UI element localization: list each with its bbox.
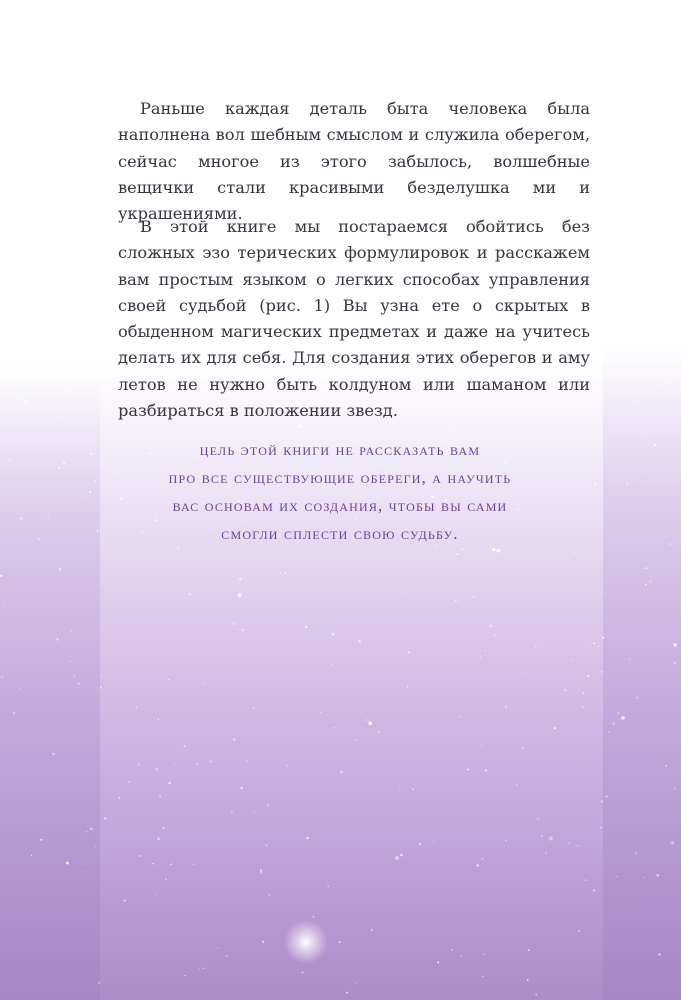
star-dot <box>60 408 62 410</box>
star-dot <box>1 676 3 678</box>
star-dot <box>332 633 334 635</box>
star-dot <box>674 643 677 646</box>
star-dot <box>287 765 289 767</box>
star-dot <box>280 573 282 575</box>
star-dot <box>158 719 159 720</box>
star-dot <box>433 840 435 842</box>
star-dot <box>642 435 643 436</box>
paragraph-2-line: В этой книге мы постараемся обойтись без сложных эзо <box>118 217 590 263</box>
star-dot <box>657 384 659 386</box>
star-dot <box>331 663 333 665</box>
star-dot <box>604 593 606 595</box>
star-dot <box>267 805 269 807</box>
star-dot <box>253 811 255 813</box>
glowing-star <box>284 920 328 964</box>
star-dot <box>56 415 58 417</box>
star-dot <box>371 929 373 931</box>
star-dot <box>4 602 6 604</box>
star-dot <box>522 747 524 749</box>
star-dot <box>156 894 157 895</box>
paragraph-2-line: о легких способах управления своей судьбой (рис. 1) Вы узна <box>118 269 591 315</box>
star-dot <box>111 380 112 381</box>
star-dot <box>407 686 409 688</box>
star-dot <box>20 517 22 519</box>
star-dot <box>356 982 357 983</box>
star-dot <box>401 593 402 594</box>
star-dot <box>58 467 60 469</box>
star-dot <box>644 877 645 878</box>
star-dot <box>155 768 157 770</box>
star-dot <box>193 864 194 865</box>
star-dot <box>585 879 586 880</box>
star-dot <box>99 583 101 585</box>
star-dot <box>606 796 608 798</box>
star-dot <box>13 712 15 714</box>
star-dot <box>555 448 556 449</box>
star-dot <box>120 497 122 499</box>
callout-quote <box>150 436 530 548</box>
star-dot <box>268 894 270 896</box>
star-dot <box>262 941 264 943</box>
star-dot <box>298 425 301 428</box>
star-dot <box>564 689 566 691</box>
star-dot <box>90 453 92 455</box>
star-dot <box>455 599 457 601</box>
star-dot <box>84 871 86 873</box>
star-dot <box>113 471 115 473</box>
star-dot <box>368 721 372 725</box>
star-dot <box>477 864 479 866</box>
star-dot <box>168 679 169 680</box>
star-dot <box>601 671 603 673</box>
star-dot <box>231 811 233 813</box>
star-dot <box>674 662 676 664</box>
star-dot <box>100 687 101 688</box>
star-dot <box>94 480 96 482</box>
star-dot <box>355 739 357 741</box>
paragraph-1-line: ми и украшениями. <box>118 177 590 224</box>
star-dot <box>52 753 54 755</box>
star-dot <box>483 954 484 955</box>
star-dot <box>567 491 569 493</box>
star-dot <box>582 692 584 694</box>
star-dot <box>527 979 529 981</box>
star-dot <box>645 583 647 585</box>
star-dot <box>163 827 165 829</box>
paragraph-2-line: летов не нужно быть колдуном или шаманом или разбираться <box>118 374 590 421</box>
star-dot <box>174 763 175 764</box>
star-dot <box>600 827 602 829</box>
star-dot <box>339 941 341 943</box>
star-dot <box>71 630 73 632</box>
star-dot <box>86 831 87 832</box>
star-dot <box>626 483 628 485</box>
star-dot <box>170 863 172 865</box>
star-dot <box>520 674 521 675</box>
star-dot <box>266 845 268 847</box>
paragraph-2-line: учитесь делать их для себя. Для создания этих оберегов и аму <box>118 322 590 368</box>
star-dot <box>217 947 219 949</box>
star-dot <box>505 706 507 708</box>
paragraph-2-line: терических формулировок и расскажем вам простым языком <box>118 243 590 289</box>
star-dot <box>645 567 647 569</box>
star-dot <box>165 878 167 880</box>
paragraph-2-line: в положении звезд. <box>229 401 398 421</box>
star-dot <box>601 800 603 802</box>
star-dot <box>238 593 242 597</box>
star-dot <box>109 438 111 440</box>
star-dot <box>578 930 580 932</box>
star-dot <box>204 682 205 683</box>
star-dot <box>621 716 624 719</box>
star-dot <box>535 994 537 996</box>
star-dot <box>124 900 126 902</box>
star-dot <box>481 744 483 746</box>
callout-line: про все существующие обереги, а научить <box>168 468 512 487</box>
star-dot <box>344 428 346 430</box>
star-dot <box>94 845 95 846</box>
star-dot <box>616 876 618 878</box>
star-dot <box>136 707 137 708</box>
star-dot <box>305 626 307 628</box>
star-dot <box>613 723 615 725</box>
star-dot <box>138 764 140 766</box>
star-dot <box>412 788 414 790</box>
star-dot <box>549 837 553 841</box>
star-dot <box>40 839 42 841</box>
paragraph-2 <box>118 214 590 424</box>
star-dot <box>233 738 235 740</box>
star-dot <box>242 629 244 631</box>
star-dot <box>189 593 191 595</box>
callout-line: цель этой книги не рассказать вам <box>199 440 481 459</box>
star-dot <box>84 389 85 390</box>
star-dot <box>485 769 487 771</box>
paragraph-1-line: Раньше каждая деталь быта человека была наполнена вол <box>118 99 590 145</box>
star-dot <box>203 968 204 969</box>
star-dot <box>320 606 321 607</box>
star-dot <box>656 874 659 877</box>
star-dot <box>618 712 620 714</box>
star-dot <box>302 972 304 974</box>
star-dot <box>481 858 483 860</box>
star-dot <box>492 548 495 551</box>
star-dot <box>473 596 475 598</box>
star-dot <box>448 425 450 427</box>
star-dot <box>577 844 579 846</box>
star-dot <box>184 975 185 976</box>
star-dot <box>408 652 410 654</box>
star-dot <box>340 771 342 773</box>
star-dot <box>582 706 583 707</box>
star-dot <box>594 483 596 485</box>
star-dot <box>66 861 69 864</box>
star-dot <box>89 491 91 493</box>
star-dot <box>97 530 99 532</box>
star-dot <box>246 760 248 762</box>
star-dot <box>80 497 81 498</box>
star-dot <box>320 711 321 712</box>
star-dot <box>306 837 308 839</box>
star-dot <box>365 719 367 721</box>
callout-line: смогли сплести свою судьбу. <box>221 524 459 543</box>
star-dot <box>671 841 675 845</box>
star-dot <box>602 637 604 639</box>
star-dot <box>460 716 462 718</box>
star-dot <box>494 634 496 636</box>
star-dot <box>19 687 21 689</box>
star-dot <box>570 659 572 661</box>
star-dot <box>233 623 235 625</box>
star-dot <box>313 916 315 918</box>
star-dot <box>170 629 172 631</box>
star-dot <box>528 949 530 951</box>
star-dot <box>537 818 539 820</box>
star-dot <box>654 444 656 446</box>
star-dot <box>225 955 227 957</box>
star-dot <box>184 746 185 747</box>
star-dot <box>20 397 23 400</box>
star-dot <box>574 552 576 554</box>
star-dot <box>636 696 638 698</box>
star-dot <box>239 578 241 580</box>
star-dot <box>545 852 547 854</box>
star-dot <box>70 660 71 661</box>
star-dot <box>48 517 50 519</box>
star-dot <box>482 975 484 977</box>
star-dot <box>658 954 660 956</box>
star-dot <box>669 543 671 545</box>
star-dot <box>139 855 141 857</box>
star-dot <box>598 646 599 647</box>
star-dot <box>359 640 361 642</box>
star-dot <box>467 769 469 771</box>
star-dot <box>593 890 595 892</box>
star-dot <box>9 460 11 462</box>
star-dot <box>534 645 536 647</box>
star-dot <box>593 642 595 644</box>
star-dot <box>480 657 482 659</box>
star-dot <box>56 422 58 424</box>
star-dot <box>673 787 675 789</box>
star-dot <box>497 549 500 552</box>
star-dot <box>152 863 153 864</box>
star-dot <box>419 843 421 845</box>
star-dot <box>78 683 80 685</box>
star-dot <box>333 727 335 729</box>
star-dot <box>59 568 61 570</box>
star-dot <box>100 675 102 677</box>
star-dot <box>485 650 486 651</box>
star-dot <box>516 784 517 785</box>
star-dot <box>589 648 590 649</box>
star-dot <box>253 707 255 709</box>
star-dot <box>168 782 170 784</box>
star-dot <box>346 992 348 994</box>
star-dot <box>142 532 144 534</box>
star-dot <box>210 761 212 763</box>
star-dot <box>260 869 262 871</box>
star-dot <box>587 675 589 677</box>
star-dot <box>490 625 492 627</box>
star-dot <box>104 817 106 819</box>
star-dot <box>554 727 556 729</box>
star-dot <box>568 842 570 844</box>
star-dot <box>74 676 75 677</box>
paragraph-2-line: ете о скрытых в обыденном магических предметах и даже на <box>118 295 590 342</box>
star-dot <box>400 854 402 856</box>
paragraph-1-line: забылось, волшебные вещички стали красивыми безделушка <box>118 151 590 197</box>
star-dot <box>635 852 637 854</box>
star-dot <box>541 835 543 837</box>
star-dot <box>650 581 652 583</box>
star-dot <box>285 572 287 574</box>
star-dot <box>399 789 400 790</box>
star-dot <box>608 732 609 733</box>
star-dot <box>241 787 243 789</box>
star-dot <box>666 382 668 384</box>
star-dot <box>633 400 635 402</box>
callout-line: вас основам их создания, чтобы вы сами <box>172 496 508 515</box>
star-dot <box>70 389 72 391</box>
star-dot <box>378 731 380 733</box>
star-dot <box>157 838 159 840</box>
star-dot <box>460 955 462 957</box>
star-dot <box>57 639 59 641</box>
star-dot <box>623 452 625 454</box>
star-dot <box>260 871 262 873</box>
star-dot <box>118 797 120 799</box>
star-dot <box>128 782 129 783</box>
star-dot <box>505 840 506 841</box>
star-dot <box>640 473 641 474</box>
star-dot <box>395 856 399 860</box>
paragraph-1 <box>118 96 590 227</box>
star-dot <box>198 968 199 969</box>
star-dot <box>98 982 100 984</box>
star-dot <box>31 855 32 856</box>
star-dot <box>666 765 667 766</box>
star-dot <box>451 949 452 950</box>
star-dot <box>63 462 65 464</box>
star-dot <box>461 548 463 550</box>
star-dot <box>456 553 458 555</box>
star-dot <box>90 828 92 830</box>
star-dot <box>328 886 329 887</box>
star-dot <box>24 400 27 403</box>
star-dot <box>108 462 110 464</box>
paragraph-1-line: шебным смыслом и служила оберегом, сейчас многое из этого <box>118 125 590 171</box>
star-dot <box>629 658 631 660</box>
star-dot <box>437 961 439 963</box>
star-dot <box>0 575 2 577</box>
star-dot <box>38 538 40 540</box>
star-dot <box>159 796 161 798</box>
star-dot <box>197 763 199 765</box>
